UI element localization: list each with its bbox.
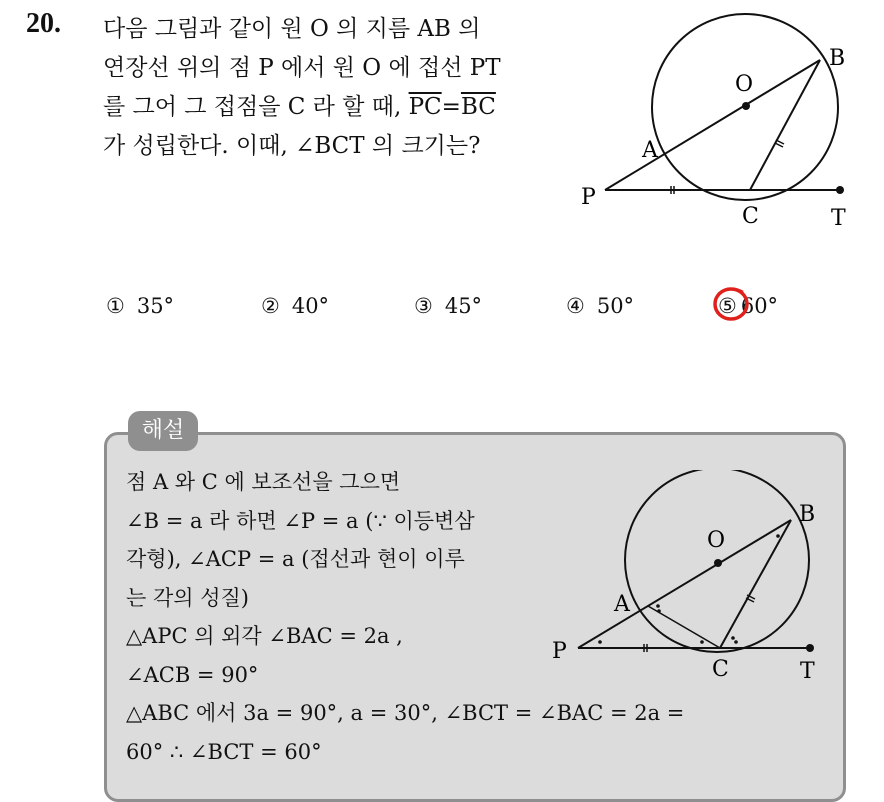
solution-line-4: 는 각의 성질) — [126, 585, 249, 610]
solution-figure — [540, 470, 840, 690]
choice-3[interactable] — [414, 294, 482, 318]
question-line-2: 연장선 위의 점 P 에서 원 O 에 접선 PT — [103, 55, 501, 81]
solution-line-5: △APC 의 외각 ∠BAC = 2a , — [126, 624, 403, 648]
selected-circle-icon — [710, 282, 754, 326]
choice-3-value: 45° — [444, 294, 483, 318]
question-line-1: 다음 그림과 같이 원 O 의 지름 AB 의 — [103, 16, 481, 42]
choice-4-value: 50° — [596, 294, 635, 318]
segment-pc: $\overline{PC}$ — [408, 94, 442, 120]
choice-4-mark: ④ — [566, 294, 585, 318]
label-p-solution: P — [552, 639, 567, 664]
angle-dot-c-right-2 — [734, 640, 738, 644]
question-figure — [570, 5, 870, 245]
question-line-3-text: 를 그어 그 접점을 C 라 할 때, — [103, 94, 409, 120]
angle-dot-c-right-1 — [731, 636, 735, 640]
label-c-solution: C — [712, 657, 729, 682]
choice-1-mark: ① — [106, 294, 125, 318]
angle-dot-p — [598, 640, 602, 644]
question-number: 20. — [26, 8, 61, 39]
label-a: A — [642, 138, 658, 163]
label-p: P — [581, 185, 596, 210]
label-b: B — [829, 46, 846, 71]
angle-dot-c-left — [700, 640, 704, 644]
label-b-solution: B — [799, 502, 816, 527]
point-t-solution — [806, 644, 814, 652]
line-pb-solution — [578, 520, 791, 648]
solution-line-8: 60° ∴ ∠BCT = 60° — [126, 739, 322, 764]
answer-choices — [106, 290, 826, 330]
choice-2-value: 40° — [291, 294, 330, 318]
choice-5-value: 60° — [740, 294, 779, 318]
choice-5-mark: ⑤ — [718, 294, 737, 318]
choice-2[interactable] — [261, 294, 329, 318]
solution-line-3: 각형), ∠ACP = a (접선과 현이 이루 — [126, 547, 465, 571]
chord-cb-solution — [720, 520, 791, 648]
angle-dot-b — [776, 534, 780, 538]
label-t-solution: T — [800, 659, 815, 684]
solution-line-1: 점 A 와 C 에 보조선을 그으면 — [126, 470, 401, 494]
solution-conclusion — [126, 694, 826, 771]
point-o-solution — [714, 559, 722, 567]
choice-1-value: 35° — [136, 294, 175, 318]
choice-3-mark: ③ — [414, 294, 433, 318]
choice-1[interactable] — [106, 294, 174, 318]
choice-5[interactable] — [718, 294, 778, 318]
solution-line-7: △ABC 에서 3a = 90°, a = 30°, ∠BCT = ∠BAC = 2a = — [126, 701, 685, 725]
solution-line-6: ∠ACB = 90° — [126, 662, 259, 687]
question-line-4: 가 성립한다. 이때, ∠BCT 의 크기는? — [103, 133, 481, 159]
choice-4[interactable] — [566, 294, 634, 318]
segment-bc: $\overline{BC}$ — [460, 94, 496, 120]
line-pb — [605, 60, 820, 190]
angle-dot-a-2 — [657, 609, 661, 613]
solution-tag: 해설 — [128, 411, 198, 451]
point-o — [742, 102, 750, 110]
chord-cb — [750, 60, 820, 190]
angle-dot-a-1 — [656, 604, 660, 608]
point-t — [836, 186, 844, 194]
label-o: O — [735, 72, 754, 97]
label-o-solution: O — [707, 528, 726, 553]
question-text — [103, 10, 558, 166]
solution-text — [126, 463, 536, 694]
equals-sign: = — [441, 94, 461, 120]
solution-line-2: ∠B = a 라 하면 ∠P = a (∵ 이등변삼 — [126, 508, 475, 533]
label-a-solution: A — [614, 592, 630, 617]
choice-2-mark: ② — [261, 294, 280, 318]
question-line-3 — [103, 88, 558, 127]
label-c: C — [742, 204, 759, 229]
label-t: T — [831, 206, 846, 231]
